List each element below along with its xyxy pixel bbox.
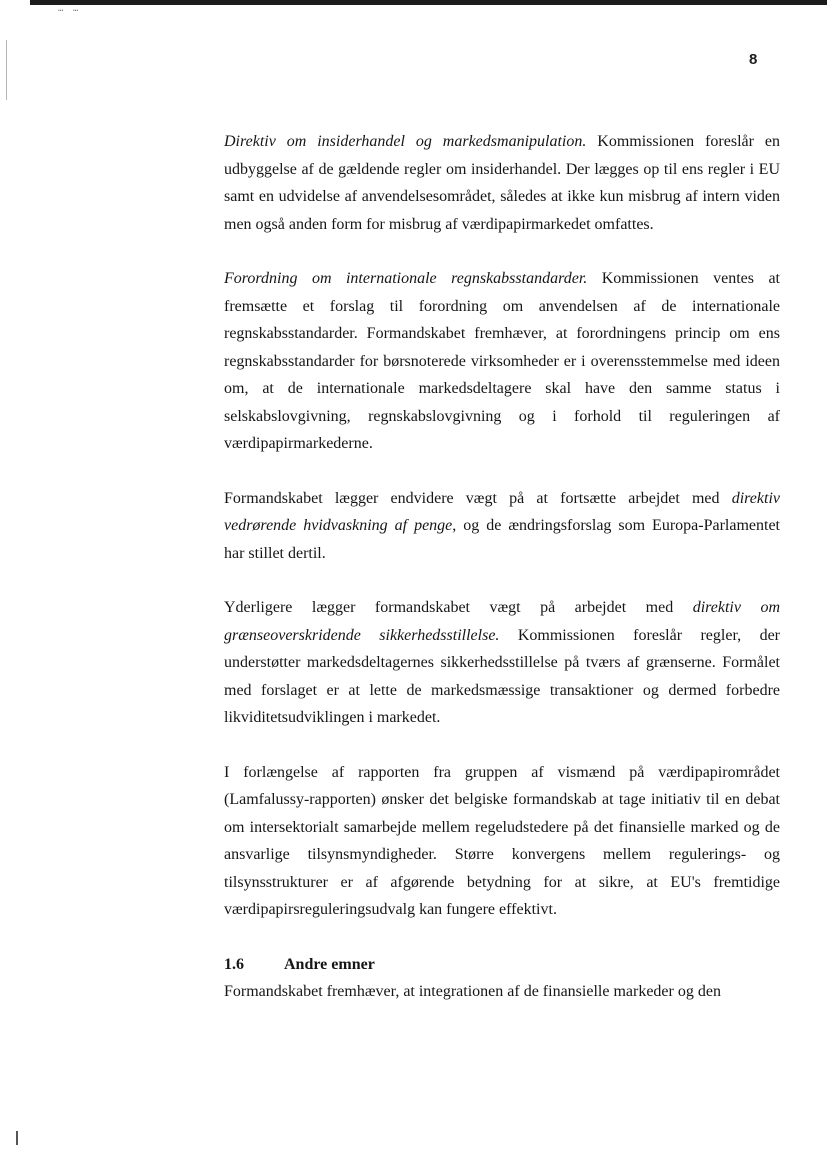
section-heading bbox=[224, 951, 780, 978]
paragraph-text: Formandskabet lægger endvidere vægt på at fortsætte arbejdet med bbox=[224, 489, 732, 507]
page-number: 8 bbox=[749, 51, 758, 68]
fax-header: … … bbox=[58, 4, 81, 14]
top-rule bbox=[30, 0, 827, 5]
scan-margin-mark bbox=[16, 1131, 18, 1145]
paragraph-text: Kommissionen ventes at fremsætte et forslag til forordning om anvendelsen af de internationale regnskabsstandarder. Formandskabet fremhæver, at forordningens princip om ens regnskabsstandarder for børsnoterede virksomheder er i overensstemmelse med ideen om, at de internationale markedsdeltagere skal have den samme status i selskabslovgivning, regnskabslovgivning og i forhold til reguleringen af værdipapirmarkederne. bbox=[224, 270, 781, 452]
paragraph-text: Kommissionen foreslår regler, der understøtter markedsdeltagernes sikkerhedsstillelse på tværs af grænserne. Formålet med forslaget er at lette de markedsmæssige transaktioner og dermed forbedre likviditetsudviklingen i markedet. bbox=[224, 626, 781, 726]
paragraph-text: Kommissionen foreslår en udbyggelse af de gældende regler om insiderhandel. Der lægges op til ens regler i EU samt en udvidelse af anvendelsesområdet, således at ikke kun misbrug af intern viden men også anden form for misbrug af værdipapirmarkedet omfattes. bbox=[224, 133, 780, 233]
paragraph-emphasis-italic: direktiv om grænseoverskridende sikkerhedsstillelse. bbox=[224, 599, 780, 644]
paragraph-emphasis-italic: direktiv vedrørende hvidvaskning af penge bbox=[224, 489, 780, 534]
paragraph-text: Yderligere lægger formandskabet vægt på arbejdet med bbox=[224, 599, 693, 616]
paragraph-money-laundering bbox=[224, 485, 780, 568]
paragraph-insider-trading bbox=[224, 128, 780, 238]
paragraph-lead-italic: Forordning om internationale regnskabsstandarder. bbox=[224, 270, 588, 287]
paragraph-lamfalussy: I forlængelse af rapporten fra gruppen af vismænd på værdipapirområdet (Lamfalussy-rapporten) ønsker det belgiske formandskab at tage initiativ til en debat om intersektorialt samarbejde mellem regeludstedere på det finansielle marked og de ansvarlige tilsynsmyndigheder. Større konvergens mellem regulerings- og tilsynsstrukturer er af afgørende betydning for at sikre, at EU's fremtidige værdipapirsreguleringsudvalg kan fungere effektivt. bbox=[224, 763, 780, 918]
paragraph-collateral bbox=[224, 594, 780, 732]
page-body bbox=[224, 128, 780, 1005]
paragraph-lead-italic: Direktiv om insiderhandel og markedsmanipulation. bbox=[224, 133, 587, 150]
section-number: 1.6 bbox=[224, 955, 244, 973]
section-title: Andre emner bbox=[284, 955, 375, 973]
scan-edge-mark bbox=[6, 40, 7, 100]
paragraph-accounting-standards bbox=[224, 265, 780, 458]
paragraph-closing: Formandskabet fremhæver, at integrationen af de finansielle markeder og den bbox=[224, 982, 721, 1000]
paragraph-text: , og de ændringsforslag som Europa-Parlamentet har stillet dertil. bbox=[224, 517, 780, 562]
